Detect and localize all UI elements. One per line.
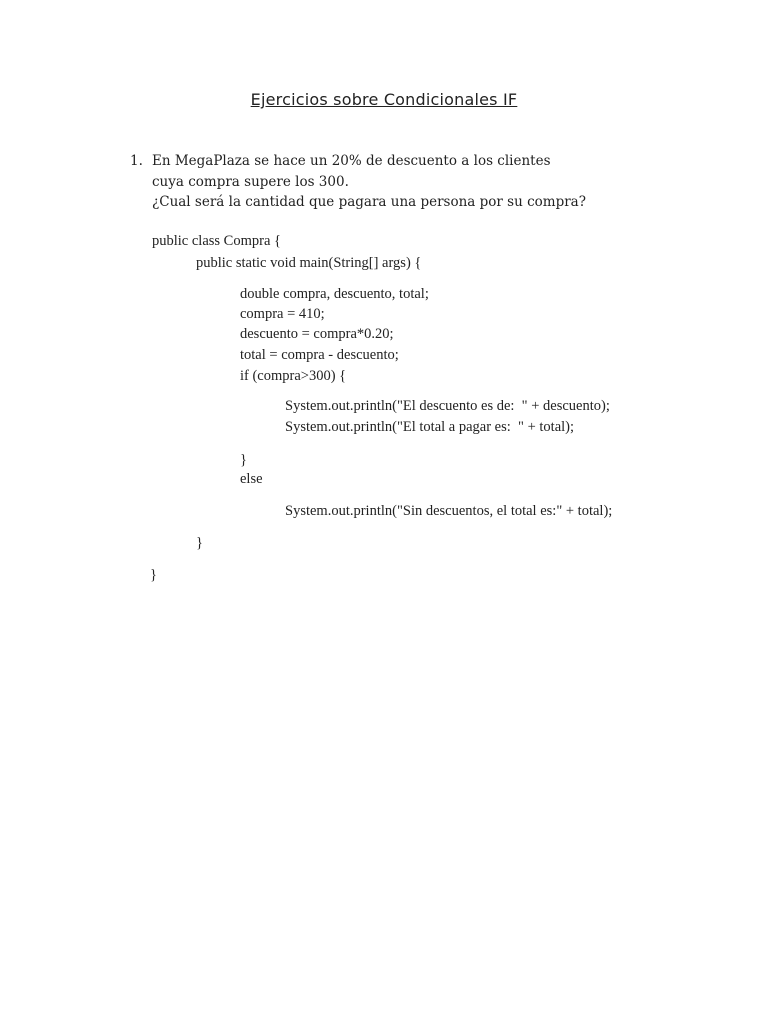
code-assign-descuento: descuento = compra*0.20;: [240, 326, 394, 342]
code-close-main: }: [196, 535, 203, 551]
code-print-total: System.out.println("El total a pagar es: " + total);: [285, 419, 575, 435]
code-print-sin: System.out.println("Sin descuentos, el total es:" + total);: [285, 503, 613, 519]
code-close-class: }: [150, 567, 157, 583]
problem-line-3: ¿Cual será la cantidad que pagara una persona por su compra?: [152, 194, 586, 210]
code-vars: double compra, descuento, total;: [240, 286, 429, 302]
code-if: if (compra>300) {: [240, 368, 347, 384]
code-main-decl: public static void main(String[] args) {: [196, 255, 422, 271]
code-close-if: }: [240, 452, 247, 468]
code-assign-total: total = compra - descuento;: [240, 347, 399, 363]
code-assign-compra: compra = 410;: [240, 306, 325, 322]
document-title: Ejercicios sobre Condicionales IF: [250, 90, 518, 109]
problem-number: 1.: [130, 153, 143, 169]
problem-line-2: cuya compra supere los 300.: [152, 174, 349, 190]
code-class-decl: public class Compra {: [152, 233, 281, 249]
code-print-descuento: System.out.println("El descuento es de: " + descuento);: [285, 398, 610, 414]
problem-line-1: En MegaPlaza se hace un 20% de descuento a los clientes: [152, 153, 551, 169]
code-else: else: [240, 471, 263, 487]
